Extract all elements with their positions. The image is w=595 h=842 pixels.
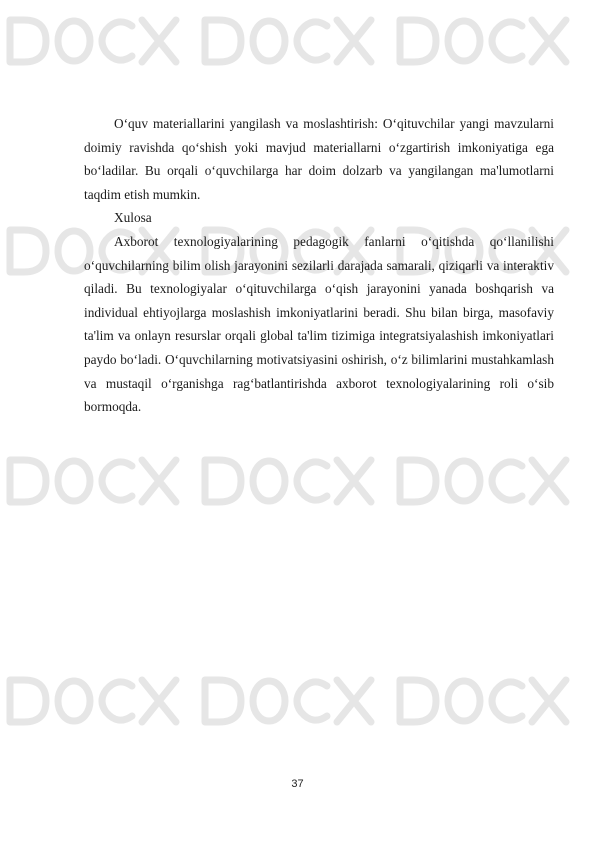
watermark-letter bbox=[297, 682, 327, 720]
watermark-letter bbox=[297, 462, 327, 500]
watermark-letter bbox=[532, 680, 566, 722]
watermark-letter bbox=[400, 460, 436, 502]
document-body bbox=[84, 112, 554, 419]
watermark-letter bbox=[400, 680, 436, 722]
watermark-letter bbox=[492, 22, 522, 60]
watermark-letter bbox=[142, 680, 176, 722]
watermark-letter bbox=[10, 460, 46, 502]
watermark-letter bbox=[253, 461, 285, 501]
page-number: 37 bbox=[291, 778, 304, 790]
watermark-letter bbox=[337, 20, 371, 62]
watermark-letter bbox=[337, 680, 371, 722]
watermark-letter bbox=[10, 230, 46, 272]
watermark-letter bbox=[58, 461, 90, 501]
watermark-letter bbox=[58, 681, 90, 721]
watermark-letter bbox=[400, 20, 436, 62]
watermark-letter bbox=[142, 460, 176, 502]
watermark-letter bbox=[205, 680, 241, 722]
watermark-letter bbox=[297, 22, 327, 60]
paragraph-materials-update: O‘quv materiallarini yangilash va moslashtirish: O‘qituvchilar yangi mavzularni doimiy ravishda qo‘shish yoki mavjud materiallarni o‘zgartirish imkoniyatiga ega bo‘ladilar. Bu orqali o‘quvchilarga har doim dolzarb va yangilangan ma'lumotlarni taqdim etish mumkin. bbox=[84, 116, 554, 202]
section-heading-conclusion: Xulosa bbox=[114, 210, 152, 226]
watermark-letter bbox=[448, 21, 480, 61]
watermark-letter bbox=[102, 682, 132, 720]
paragraph-conclusion: Axborot texnologiyalarining pedagogik fanlarni o‘qitishda qo‘llanilishi o‘quvchilarning bilim olish jarayonini sezilarli darajada samarali, qiziqarli va interaktiv qiladi. Bu texnologiyalar o‘qituvchilarga o‘qish jarayonini yanada boshqarish va individual ehtiyojlarga moslashish imkoniyatlarini beradi. Shu bilan birga, masofaviy ta'lim va onlayn resurslar orqali global ta'lim tizimiga integratsiyalashish imkoniyatlari paydo bo‘ladi. O‘quvchilarning motivatsiyasini oshirish, o‘z bilimlarini mustahkamlash va mustaqil o‘rganishga rag‘batlantirishda axborot texnologiyalarining roli o‘sib bormoqda. bbox=[84, 233, 554, 415]
watermark-letter bbox=[142, 20, 176, 62]
watermark-letter bbox=[10, 20, 46, 62]
watermark-letter bbox=[532, 460, 566, 502]
watermark-letter bbox=[58, 21, 90, 61]
watermark-letter bbox=[102, 462, 132, 500]
watermark-letter bbox=[337, 460, 371, 502]
watermark-letter bbox=[492, 682, 522, 720]
watermark-letter bbox=[205, 460, 241, 502]
watermark-letter bbox=[10, 680, 46, 722]
watermark-letter bbox=[532, 20, 566, 62]
watermark-letter bbox=[492, 462, 522, 500]
watermark-letter bbox=[448, 461, 480, 501]
watermark-letter bbox=[102, 22, 132, 60]
watermark-letter bbox=[448, 681, 480, 721]
watermark-letter bbox=[253, 681, 285, 721]
watermark-letter bbox=[205, 20, 241, 62]
watermark-letter bbox=[253, 21, 285, 61]
